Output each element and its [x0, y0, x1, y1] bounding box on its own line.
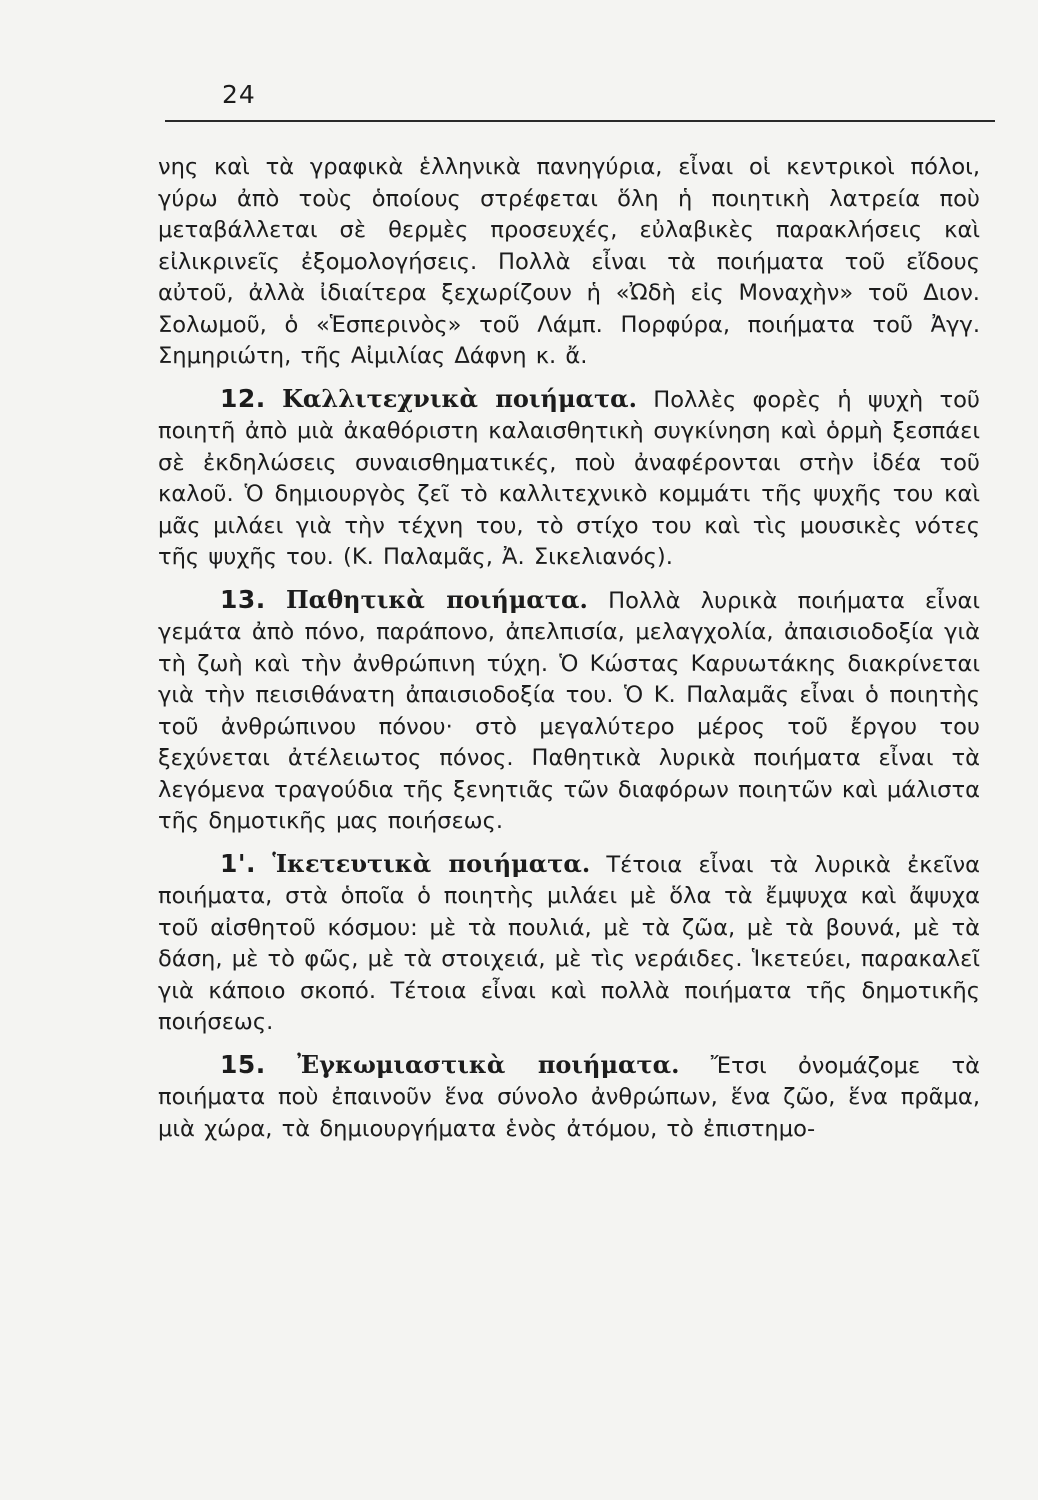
section-number: 1'.	[220, 848, 257, 878]
section-text: Πολλὲς φορὲς ἡ ψυχὴ τοῦ ποιητῆ ἀπὸ μιὰ ἀκαθόριστη καλαισθητικὴ συγκίνηση καὶ ὁρμὴ ξεσπάει σὲ ἐκδηλώσεις συναισθηματικές, ποὺ ἀναφέρονται στὴν ἰδέα τοῦ καλοῦ. Ὁ δημιουργὸς ζεῖ τὸ καλλιτεχνικὸ κομμάτι τῆς ψυχῆς του καὶ μᾶς μιλάει γιὰ τὴν τέχνη του, τὸ στίχο του καὶ τὶς μουσικὲς νότες τῆς ψυχῆς του. (Κ. Παλαμᾶς, Ἀ. Σικελιανός).	[158, 386, 980, 570]
section-13-paragraph	[158, 584, 980, 838]
section-text: Τέτοια εἶναι τὰ λυρικὰ ἐκεῖνα ποιήματα, στὰ ὁποῖα ὁ ποιητὴς μιλάει μὲ ὅλα τὰ ἔμψυχα καὶ ἄψυχα τοῦ αἰσθητοῦ κόσμου: μὲ τὰ πουλιά, μὲ τὰ ζῶα, μὲ τὰ βουνά, μὲ τὰ δάση, μὲ τὸ φῶς, μὲ τὰ στοιχειά, μὲ τὶς νεράιδες. Ἱκετεύει, παρακαλεῖ γιὰ κάποιο σκοπό. Τέτοια εἶναι καὶ πολλὰ ποιήματα τῆς δημοτικῆς ποιήσεως.	[158, 851, 980, 1035]
paragraph-continuation: νης καὶ τὰ γραφικὰ ἑλληνικὰ πανηγύρια, εἶναι οἱ κεντρικοὶ πόλοι, γύρω ἀπὸ τοὺς ὁποίους στρέφεται ὅλη ἡ ποιητικὴ λατρεία ποὺ μεταβάλλεται σὲ θερμὲς προσευχές, εὐλαβικὲς παρακλήσεις καὶ εἰλικρινεῖς ἐξομολογήσεις. Πολλὰ εἶναι τὰ ποιήματα τοῦ εἴδους αὐτοῦ, ἀλλὰ ἰδιαίτερα ξεχωρίζουν ἡ «Ὠδὴ εἰς Μοναχὴν» τοῦ Διον. Σολωμοῦ, ὁ «Ἑσπερινὸς» τοῦ Λάμπ. Πορφύρα, ποιήματα τοῦ Ἀγγ. Σημηριώτη, τῆς Αἰμιλίας Δάφνη κ. ἄ.	[158, 154, 980, 369]
section-15-paragraph	[158, 1049, 980, 1146]
section-number: 15.	[220, 1049, 266, 1079]
header-rule	[165, 120, 995, 122]
section-heading: Ἐγκωμιαστικὰ ποιήματα.	[297, 1049, 680, 1079]
section-text: Πολλὰ λυρικὰ ποιήματα εἶναι γεμάτα ἀπὸ πόνο, παράπονο, ἀπελπισία, μελαγχολία, ἀπαισιοδοξία γιὰ τὴ ζωὴ καὶ τὴν ἀνθρώπινη τύχη. Ὁ Κώστας Καρυωτάκης διακρίνεται γιὰ τὴν πεισιθάνατη ἀπαισιοδοξία του. Ὁ Κ. Παλαμᾶς εἶναι ὁ ποιητὴς τοῦ ἀνθρώπινου πόνου· στὸ μεγαλύτερο μέρος τοῦ ἔργου του ξεχύνεται ἀτέλειωτος πόνος. Παθητικὰ λυρικὰ ποιήματα εἶναι τὰ λεγόμενα τραγούδια τῆς ξενητιᾶς τῶν διαφόρων ποιητῶν καὶ μάλιστα τῆς δημοτικῆς μας ποιήσεως.	[158, 587, 980, 834]
section-14-paragraph	[158, 848, 980, 1039]
section-heading: Παθητικὰ ποιήματα.	[286, 584, 588, 614]
section-heading: Καλλιτεχνικὰ ποιήματα.	[282, 383, 637, 413]
section-12-paragraph	[158, 383, 980, 574]
section-heading: Ἱκετευτικὰ ποιήματα.	[272, 848, 591, 878]
text-body	[158, 152, 980, 1145]
section-text: Ἔτσι ὀνομάζομε τὰ ποιήματα ποὺ ἐπαινοῦν ἕνα σύνολο ἀνθρώπων, ἕνα ζῶο, ἕνα πρᾶμα, μιὰ χώρα, τὰ δημιουργήματα ἑνὸς ἀτόμου, τὸ ἐπιστημο-	[158, 1052, 981, 1142]
section-number: 13.	[220, 584, 266, 614]
section-number: 12.	[220, 383, 266, 413]
page-number: 24	[222, 80, 256, 109]
